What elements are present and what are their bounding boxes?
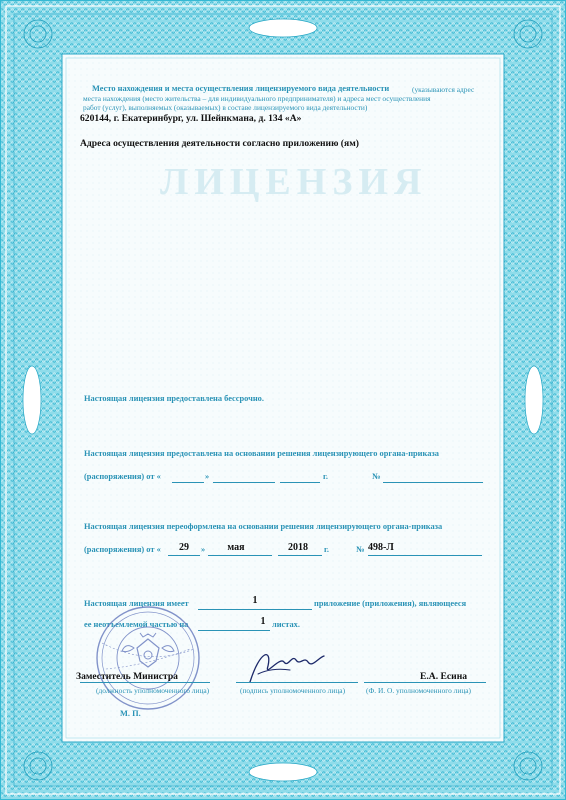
position-line [80,682,210,683]
grant-year-line [280,482,320,483]
reissue-year-line [278,555,322,556]
appendix-sheets-line [198,630,270,631]
reissue-day-line [168,555,200,556]
appendix-count: 1 [252,595,258,606]
grant-quote-close: » [205,472,210,481]
grant-number-line [383,482,483,483]
grant-month-line [213,482,275,483]
grant-order-prefix: (распоряжения) от « [84,472,161,481]
place-title: Место нахождения и места осуществления лицензируемого вида деятельности [92,84,390,93]
appendix-text-2-suffix: листах. [272,620,300,629]
grant-year-suffix: г. [323,472,328,481]
reissue-year-suffix: г. [324,545,329,554]
grant-basis-text: Настоящая лицензия предоставлена на основании решения лицензирующего органа-приказа [84,449,439,458]
reissue-month-line [208,555,272,556]
reissue-order-prefix: (распоряжения) от « [84,545,161,554]
official-stamp [92,603,204,713]
reissue-number-sign: № [356,545,365,554]
reissue-year: 2018 [288,542,308,553]
reissue-month: мая [227,542,245,553]
signatory-position: Заместитель Министра [76,671,178,682]
position-caption: (должность уполномоченного лица) [96,686,210,695]
appendix-sheets: 1 [260,616,266,627]
background-watermark: ЛИЦЕНЗИЯ [160,161,428,203]
place-note-1: (указываются адрес [412,85,475,94]
name-caption: (Ф. И. О. уполномоченного лица) [366,686,472,695]
appendix-text-1-suffix: приложение (приложения), являющееся [314,599,467,608]
appendix-text-2: ее неотъемлемой частью на [84,620,189,629]
appendix-count-line [198,609,312,610]
place-note-3: работ (услуг), выполняемых (оказываемых) в составе лицензируемого вида деятельности) [83,103,368,112]
signature-caption: (подпись уполномоченного лица) [240,686,346,695]
appendix-text-1: Настоящая лицензия имеет [84,599,189,608]
name-line [364,682,486,683]
signature-line [236,682,358,683]
reissue-basis-text: Настоящая лицензия переоформлена на основании решения лицензирующего органа-приказа [84,522,443,531]
activity-addresses: Адреса осуществления деятельности согласно приложению (ям) [80,138,359,149]
reissue-quote-close: » [201,545,206,554]
grant-day-line [172,482,204,483]
stamp-label: М. П. [120,709,141,718]
signatory-name: Е.А. Есина [420,671,468,682]
reissue-day: 29 [179,542,189,553]
place-note-2: места нахождения (место жительства – для индивидуального предпринимателя) и адреса мест осуществления [83,94,431,103]
grant-number-sign: № [372,472,381,481]
organization-address: 620144, г. Екатеринбург, ул. Шейнкмана, д. 134 «А» [80,113,302,124]
reissue-number-line [368,555,482,556]
license-term: Настоящая лицензия предоставлена бессрочно. [84,394,264,403]
reissue-number: 498-Л [368,542,394,553]
